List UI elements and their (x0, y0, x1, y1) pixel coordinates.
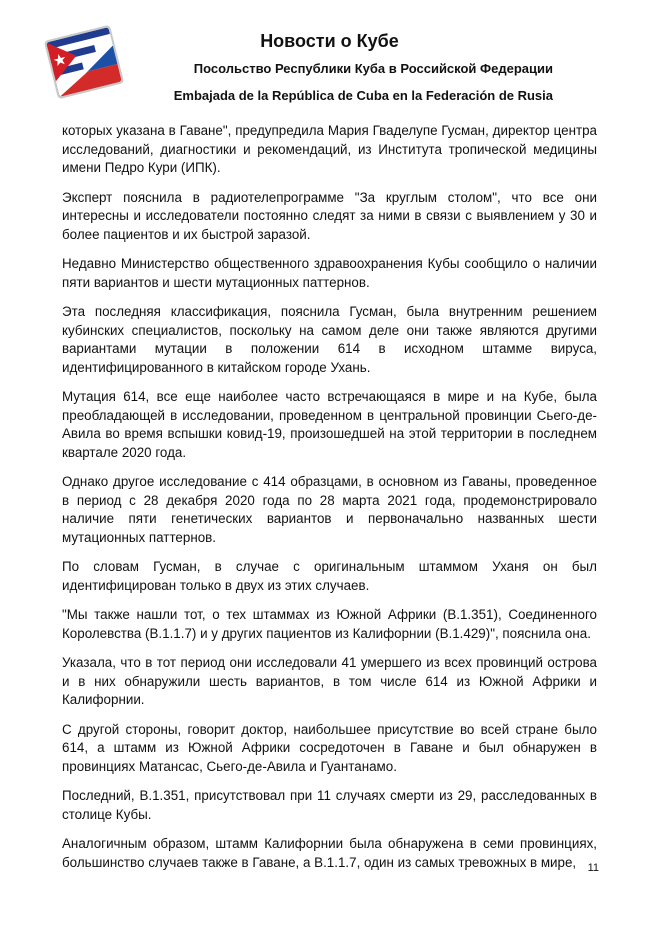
page-number: 11 (587, 862, 599, 874)
paragraph: С другой стороны, говорит доктор, наибольшее присутствие во всей стране было 614, а штамм из Южной Африки сосредоточен в Гаване и был обнаружен в провинциях Матансас, Сьего-де-Авила и Гуантанамо. (62, 721, 597, 774)
paragraph: "Мы также нашли тот, о тех штаммах из Южной Африки (B.1.351), Соединенного Королевства (B.1.1.7) и у других пациентов из Калифорнии (B.1.429)", пояснила она. (62, 607, 597, 641)
paragraph: Указала, что в тот период они исследовали 41 умершего из всех провинций острова и в них обнаружили шесть вариантов, в том числе 614 из Южной Африки и Калифорнии. (62, 655, 597, 707)
paragraph: Однако другое исследование с 414 образцами, в основном из Гаваны, проведенное в период с 28 декабря 2020 года по 28 марта 2021 года, продемонстрировало наличие пяти генетических вариантов и первоначально названных шести мутационных паттернов. (62, 474, 597, 545)
paragraph: Последний, B.1.351, присутствовал при 11 случаях смерти из 29, расследованных в столице Кубы. (62, 788, 597, 822)
paragraph: Недавно Министерство общественного здравоохранения Кубы сообщило о наличии пяти вариантов и шести мутационных паттернов. (62, 256, 597, 290)
paragraph: Аналогичным образом, штамм Калифорнии была обнаружена в семи провинциях, большинство случаев также в Гаване, а B.1.1.7, один из самых тревожных в мире, (62, 836, 597, 870)
paragraph: По словам Гусман, в случае с оригинальным штаммом Уханя он был идентифицирован только в двух из этих случаев. (62, 559, 597, 593)
article-body (62, 122, 597, 883)
newsletter-title: Новости о Кубе (260, 31, 399, 51)
paragraph: Эта последняя классификация, пояснила Гусман, была внутренним решением кубинских специалистов, поскольку на самом деле они также являются другими вариантами мутации в положении 614 в исходном штамме вируса, идентифицированного в китайском городе Ухань. (62, 304, 597, 375)
paragraph: которых указана в Гаване", предупредила Мария Гваделупе Гусман, директор центра исследований, диагностики и рекомендаций, из Института тропической медицины имени Педро Кури (ИПК). (62, 123, 597, 175)
paragraph: Эксперт пояснила в радиотелепрограмме "За круглым столом", что все они интересны и исследователи постоянно следят за ними в связи с выявлением у 30 и более пациентов и их быстрой заразой. (62, 189, 597, 242)
embassy-name-spanish: Embajada de la República de Cuba en la Federación de Rusia (173, 88, 553, 103)
embassy-name-russian: Посольство Республики Куба в Российской Федерации (193, 61, 553, 76)
paragraph: Мутация 614, все еще наиболее часто встречающаяся в мире и на Кубе, была преобладающей в исследовании, проведенном в центральной провинции Сьего-де-Авила во время вспышки ковид-19, произошедшей на этой территории в последнем квартале 2020 года. (62, 389, 597, 460)
